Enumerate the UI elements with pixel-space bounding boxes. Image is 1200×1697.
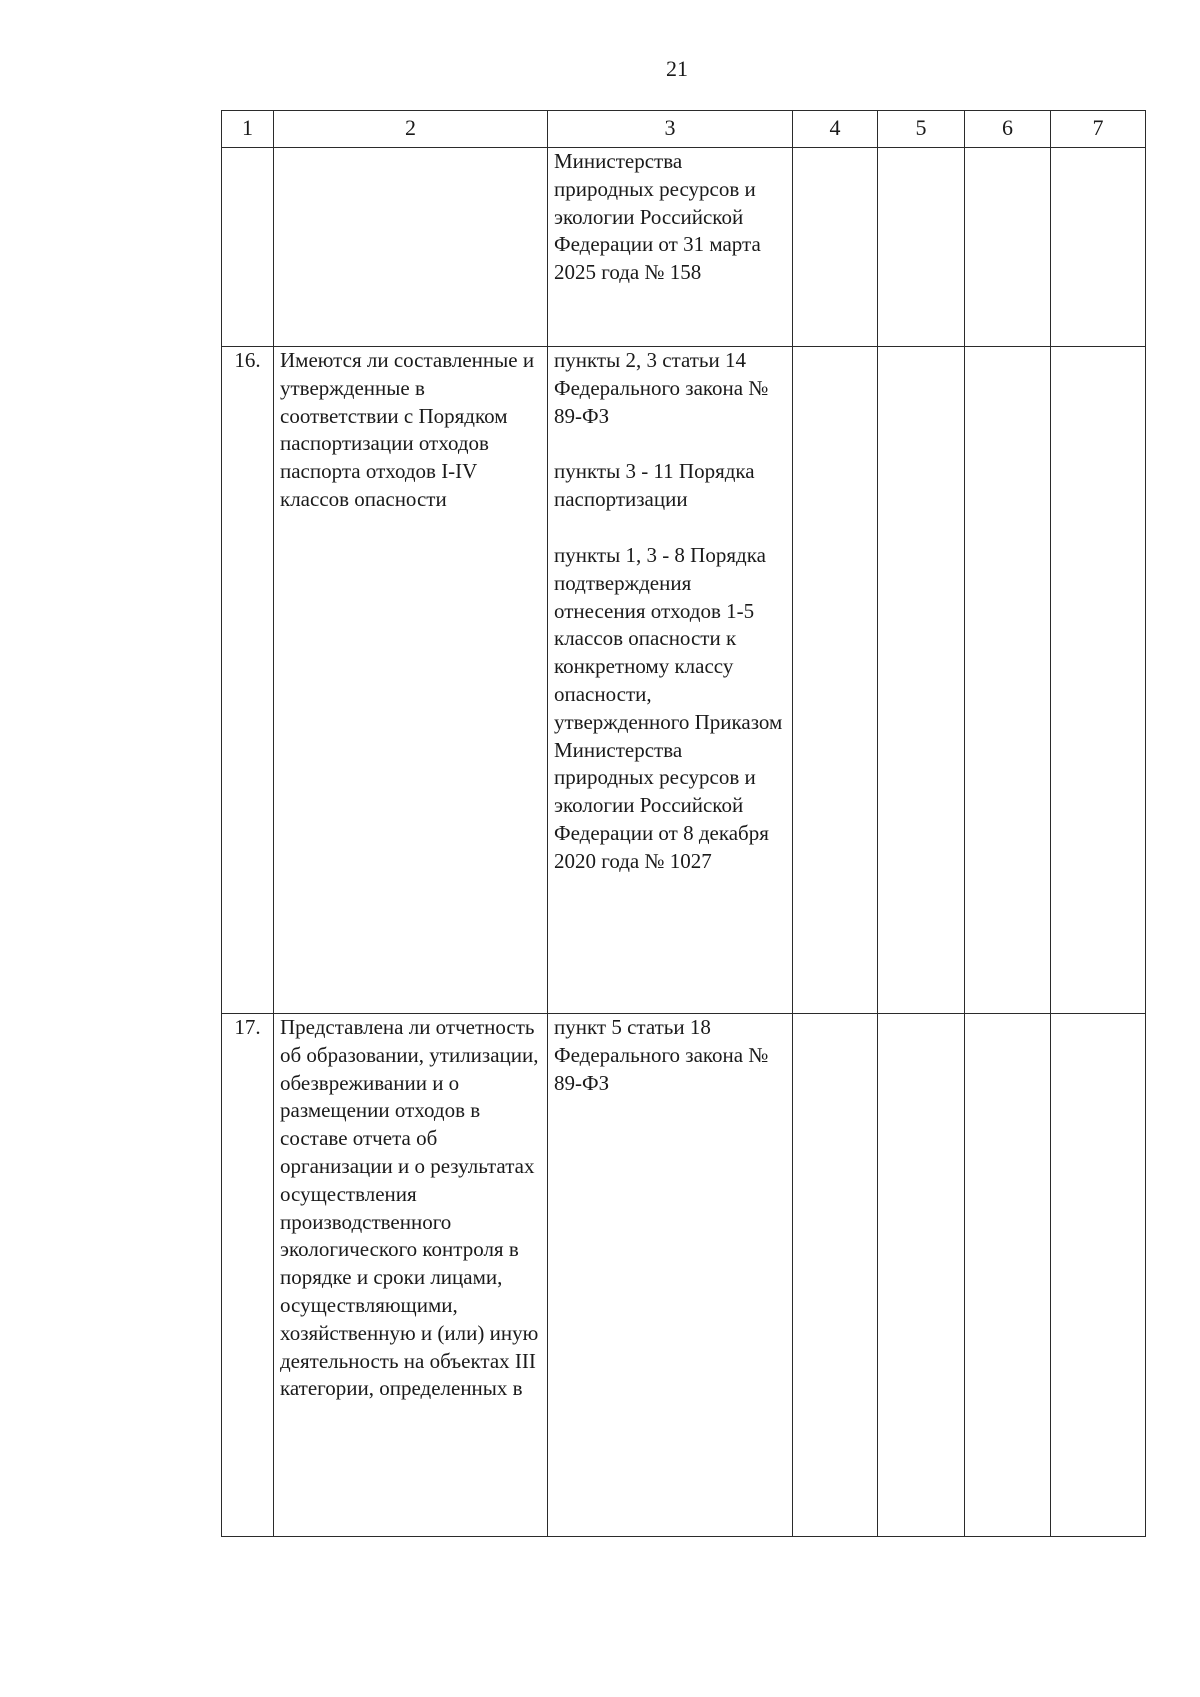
question-cell: Представлена ли отчетность об образовании, утилизации, обезвреживании и о размещении отходов в составе отчета об организации и о результатах осуществления производственного экологического контроля в порядке и сроки лицами, осуществляющими, хозяйственную и (или) иную деятельность на объектах III категории, определенных в — [274, 1014, 548, 1537]
law-reference: пункты 2, 3 статьи 14 Федерального закона № 89-ФЗ — [554, 348, 769, 428]
column-header-4: 4 — [793, 111, 878, 148]
law-reference: пункт 5 статьи 18 Федерального закона № 89-ФЗ — [554, 1015, 769, 1095]
table-row-16 — [222, 347, 1146, 1014]
column-header-1: 1 — [222, 111, 274, 148]
empty-cell — [965, 148, 1051, 347]
question-cell: Имеются ли составленные и утвержденные в соответствии с Порядком паспортизации отходов паспорта отходов I-IV классов опасности — [274, 347, 548, 1014]
law-reference: пункты 3 - 11 Порядка паспортизации — [554, 459, 755, 512]
empty-cell — [878, 1014, 965, 1537]
row-number-cell: 17. — [222, 1014, 274, 1537]
checklist-table — [221, 110, 1146, 1537]
empty-cell — [965, 1014, 1051, 1537]
table-header-row — [222, 111, 1146, 148]
empty-cell — [1051, 347, 1146, 1014]
empty-cell — [965, 347, 1051, 1014]
empty-cell — [793, 347, 878, 1014]
law-reference: пункты 1, 3 - 8 Порядка подтверждения отнесения отходов 1-5 классов опасности к конкретному классу опасности, утвержденного Приказом Министерства природных ресурсов и экологии Российской Федерации от 8 декабря 2020 года № 1027 — [554, 542, 783, 873]
law-reference-cell: Министерства природных ресурсов и экологии Российской Федерации от 31 марта 2025 года № 158 — [548, 148, 793, 347]
empty-cell — [793, 1014, 878, 1537]
column-header-7: 7 — [1051, 111, 1146, 148]
page-number: 21 — [666, 56, 688, 81]
law-reference-cell — [548, 1014, 793, 1537]
question-cell — [274, 148, 548, 347]
empty-cell — [1051, 1014, 1146, 1537]
empty-cell — [793, 148, 878, 347]
column-header-5: 5 — [878, 111, 965, 148]
column-header-6: 6 — [965, 111, 1051, 148]
empty-cell — [878, 347, 965, 1014]
row-number-cell — [222, 148, 274, 347]
row-number-cell: 16. — [222, 347, 274, 1014]
empty-cell — [1051, 148, 1146, 347]
empty-cell — [878, 148, 965, 347]
column-header-3: 3 — [548, 111, 793, 148]
column-header-2: 2 — [274, 111, 548, 148]
table-row-continuation — [222, 148, 1146, 347]
table-row-17 — [222, 1014, 1146, 1537]
law-reference-cell — [548, 347, 793, 1014]
